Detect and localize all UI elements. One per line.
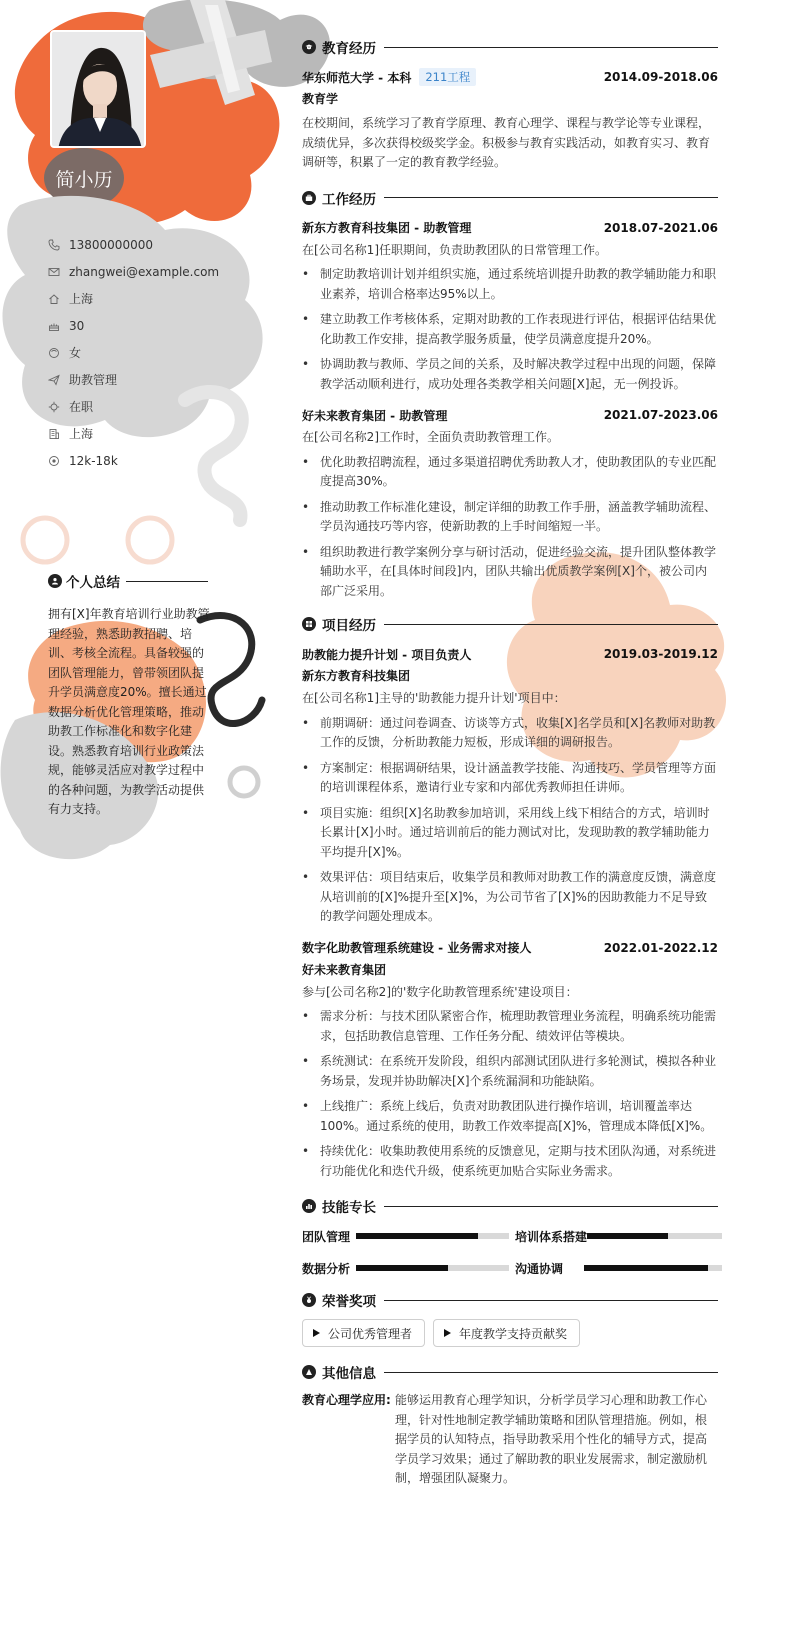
list-item: • 建立助教工作考核体系，定期对助教的工作表现进行评估，根据评估结果优化助教工作安排，提高教学服务质量，使学员满意度提升20%。 <box>302 310 718 349</box>
work-title: 工作经历 <box>322 191 376 208</box>
education-entry-header <box>302 66 718 88</box>
list-item: • 推动助教工作标准化建设，制定详细的助教工作手册，涵盖教学辅助流程、学员沟通技巧等内容，使新助教的上手时间缩短一半。 <box>302 498 718 537</box>
list-item: • 系统测试：在系统开发阶段，组织内部测试团队进行多轮测试，模拟各种业务场景，发现并协助解决[X]个系统漏洞和功能缺陷。 <box>302 1052 718 1091</box>
awards-title: 荣誉奖项 <box>322 1294 376 1310</box>
education-date: 2014.09-2018.06 <box>603 70 718 84</box>
projects-title: 项目经历 <box>322 618 376 634</box>
awards-heading <box>302 1289 718 1311</box>
work-intro: 在[公司名称1]任职期间，负责助教团队的日常管理工作。 <box>302 242 608 257</box>
summary-text: 拥有[X]年教育培训行业助教管理经验，熟悉助教招聘、培训、考核全流程。具备较强的团队管理能力，曾带领团队提升学员满意度20%。擅长通过数据分析优化管理策略，推动助教工作标准化和数字化建设。熟悉教育培训行业政策法规，能够灵活应对教学过程中的各种问题，为教学活动提供有力支持。 <box>48 607 210 816</box>
summary-divider <box>126 581 208 582</box>
projects-divider <box>384 624 718 625</box>
info-status <box>48 393 248 420</box>
medal-icon <box>302 1293 316 1307</box>
info-city <box>48 285 248 312</box>
project-name: 数字化助教管理系统建设 - 业务需求对接人 <box>302 941 532 955</box>
home-icon <box>48 293 60 305</box>
list-item: • 制定助教培训计划并组织实施，通过系统培训提升助教的教学辅助能力和职业素养，培训合格率达95%以上。 <box>302 265 718 304</box>
work-date: 2018.07-2021.06 <box>603 220 718 235</box>
skill-bar <box>587 1233 722 1239</box>
list-item: • 持续优化：收集助教使用系统的反馈意见，定期与技术团队沟通，对系统进行功能优化和迭代升级，使系统更加贴合实际业务需求。 <box>302 1142 718 1181</box>
graduation-cap-icon <box>302 40 316 54</box>
work-entry-header <box>302 217 718 239</box>
avatar <box>50 30 146 148</box>
info-phone <box>48 231 248 258</box>
work-company: 新东方教育科技集团 - 助教管理 <box>302 221 472 235</box>
play-triangle-icon <box>313 1329 320 1337</box>
building-icon <box>48 428 60 440</box>
other-entry <box>302 1391 718 1489</box>
info-city-text: 上海 <box>69 292 94 306</box>
info-phone-text: 13800000000 <box>69 237 153 252</box>
list-item: • 上线推广：系统上线后，负责对助教团队进行操作培训，培训覆盖率达100%。通过系统的使用，助教工作效率提高[X]%，管理成本降低[X]%。 <box>302 1097 718 1136</box>
skill-name: 数据分析 <box>302 1261 351 1276</box>
salary-icon <box>48 455 60 467</box>
info-age-text: 30 <box>69 318 85 333</box>
project-bullets <box>302 714 718 927</box>
list-item: • 需求分析：与技术团队紧密合作，梳理助教管理业务流程，明确系统功能需求，包括助教信息管理、工作任务分配、绩效评估等模块。 <box>302 1007 718 1046</box>
project-date: 2022.01-2022.12 <box>603 940 718 955</box>
project-org: 好未来教育集团 <box>302 962 387 977</box>
skill-name: 沟通协调 <box>515 1261 564 1276</box>
main-content <box>302 36 718 1489</box>
projects-heading <box>302 613 718 635</box>
mail-icon <box>48 266 60 278</box>
project-intro: 在[公司名称1]主导的'助教能力提升计划'项目中： <box>302 691 566 705</box>
other-heading <box>302 1361 718 1383</box>
education-desc: 在校期间，系统学习了教育学原理、教育心理学、课程与教学论等专业课程，成绩优异，多次获得校级奖学金。积极参与教育实践活动，如教育实习、教育调研等，积累了一定的教育教学经验。 <box>302 116 711 169</box>
briefcase-icon <box>302 191 316 205</box>
contact-info-list <box>48 231 248 474</box>
awards-list <box>302 1319 718 1347</box>
project-entry-1 <box>302 643 718 927</box>
profile-name: 简小历 <box>55 169 113 191</box>
work-company: 好未来教育集团 - 助教管理 <box>302 408 448 423</box>
education-title: 教育经历 <box>322 41 376 57</box>
work-entry-header <box>302 404 718 426</box>
skill-bar-fill <box>587 1233 668 1239</box>
summary-heading <box>48 571 208 591</box>
education-major: 教育学 <box>302 92 339 106</box>
skill-item <box>302 1225 515 1247</box>
skill-bar <box>584 1265 722 1271</box>
skill-bar <box>356 1265 509 1271</box>
info-position <box>48 366 248 393</box>
other-section <box>302 1361 718 1489</box>
status-icon <box>48 401 60 413</box>
play-triangle-icon <box>444 1329 451 1337</box>
work-bullets <box>302 453 718 602</box>
work-entry-1 <box>302 217 718 395</box>
awards-section <box>302 1289 718 1347</box>
info-work-city <box>48 420 248 447</box>
avatar-portrait-icon <box>52 32 146 148</box>
grid-icon <box>302 617 316 631</box>
gender-icon <box>48 347 60 359</box>
work-intro: 在[公司名称2]工作时，全面负责助教管理工作。 <box>302 430 559 444</box>
education-tag: 211工程 <box>419 68 476 86</box>
list-item: • 组织助教进行教学案例分享与研讨活动，促进经验交流，提升团队整体教学辅助水平，在[具体时间段]内，团队共输出优质教学案例[X]个，被公司内部广泛采用。 <box>302 543 718 602</box>
skills-section <box>302 1195 718 1279</box>
education-heading <box>302 36 718 58</box>
skills-heading <box>302 1195 718 1217</box>
info-status-text: 在职 <box>69 400 94 414</box>
send-icon <box>48 374 60 386</box>
skill-bar-fill <box>356 1233 478 1239</box>
work-heading <box>302 187 718 209</box>
award-badge <box>433 1319 580 1347</box>
project-entry-2 <box>302 937 718 1182</box>
project-date: 2019.03-2019.12 <box>603 647 718 661</box>
work-bullets <box>302 265 718 394</box>
info-icon <box>302 1365 316 1379</box>
skills-grid <box>302 1225 718 1279</box>
info-gender-text: 女 <box>69 346 82 360</box>
info-gender <box>48 339 248 366</box>
skill-bar-fill <box>584 1265 708 1271</box>
person-icon <box>48 574 62 588</box>
other-text: 能够运用教育心理学知识，分析学员学习心理和助教工作心理，针对性地制定教学辅助策略和团队管理措施。例如，根据学员的认知特点，指导助教采用个性化的辅导方式，提高学员学习效果；通过了解助教的职业发展需求，制定激励机制，增强团队凝聚力。 <box>395 1393 708 1485</box>
skill-item <box>302 1257 515 1279</box>
awards-divider <box>384 1300 718 1301</box>
info-email <box>48 258 248 285</box>
list-item: • 前期调研：通过问卷调查、访谈等方式，收集[X]名学员和[X]名教师对助教工作的反馈，分析助教能力短板，形成详细的调研报告。 <box>302 714 718 753</box>
work-entry-2 <box>302 404 718 601</box>
award-label: 年度教学支持贡献奖 <box>459 1326 568 1341</box>
bar-chart-icon <box>302 1199 316 1213</box>
sidebar <box>0 0 260 1628</box>
phone-icon <box>48 239 60 251</box>
award-label: 公司优秀管理者 <box>328 1326 413 1341</box>
project-org: 新东方教育科技集团 <box>302 669 411 683</box>
skill-name: 团队管理 <box>302 1229 351 1244</box>
project-name: 助教能力提升计划 - 项目负责人 <box>302 647 472 662</box>
list-item: • 优化助教招聘流程，通过多渠道招聘优秀助教人才，使助教团队的专业匹配度提高30%。 <box>302 453 718 492</box>
other-title: 其他信息 <box>322 1366 376 1382</box>
project-entry-header <box>302 937 718 959</box>
education-school: 华东师范大学 - 本科 <box>302 70 412 85</box>
projects-section <box>302 613 718 1181</box>
list-item: • 效果评估：项目结束后，收集学员和教师对助教工作的满意度反馈，满意度从培训前的[X]%提升至[X]%，为公司节省了[X]%的因助教能力不足导致的教学问题处理成本。 <box>302 868 718 927</box>
skills-title: 技能专长 <box>322 1200 376 1216</box>
info-position-text: 助教管理 <box>69 373 118 387</box>
education-divider <box>384 47 718 48</box>
info-email-text: zhangwei@example.com <box>69 264 220 279</box>
skill-item <box>515 1257 722 1279</box>
project-entry-header <box>302 643 718 665</box>
work-date: 2021.07-2023.06 <box>603 408 718 422</box>
info-salary-text: 12k-18k <box>69 453 118 468</box>
skill-name: 培训体系搭建 <box>515 1229 588 1244</box>
cake-icon <box>48 320 60 332</box>
project-intro: 参与[公司名称2]的'数字化助教管理系统'建设项目： <box>302 984 578 999</box>
skill-bar-fill <box>356 1265 448 1271</box>
info-salary <box>48 447 248 474</box>
award-badge <box>302 1319 425 1347</box>
other-divider <box>384 1372 718 1373</box>
list-item: • 协调助教与教师、学员之间的关系，及时解决教学过程中出现的问题，保障教学活动顺利进行，成功处理各类教学相关问题[X]起，无一例投诉。 <box>302 355 718 394</box>
work-divider <box>384 197 718 198</box>
skills-divider <box>384 1206 718 1207</box>
other-label: 教育心理学应用: <box>302 1393 391 1407</box>
info-age <box>48 312 248 339</box>
skill-bar <box>356 1233 509 1239</box>
project-bullets <box>302 1007 718 1181</box>
education-section <box>302 36 718 173</box>
list-item: • 项目实施：组织[X]名助教参加培训，采用线上线下相结合的方式，培训时长累计[X]小时。通过培训前后的能力测试对比，发现助教的教学辅助能力平均提升[X]%。 <box>302 804 718 863</box>
info-work-city-text: 上海 <box>69 427 94 441</box>
summary-title: 个人总结 <box>66 575 120 591</box>
list-item: • 方案制定：根据调研结果，设计涵盖教学技能、沟通技巧、学员管理等方面的培训课程体系，邀请行业专家和内部优秀教师担任讲师。 <box>302 759 718 798</box>
work-section <box>302 187 718 602</box>
skill-item <box>515 1225 722 1247</box>
